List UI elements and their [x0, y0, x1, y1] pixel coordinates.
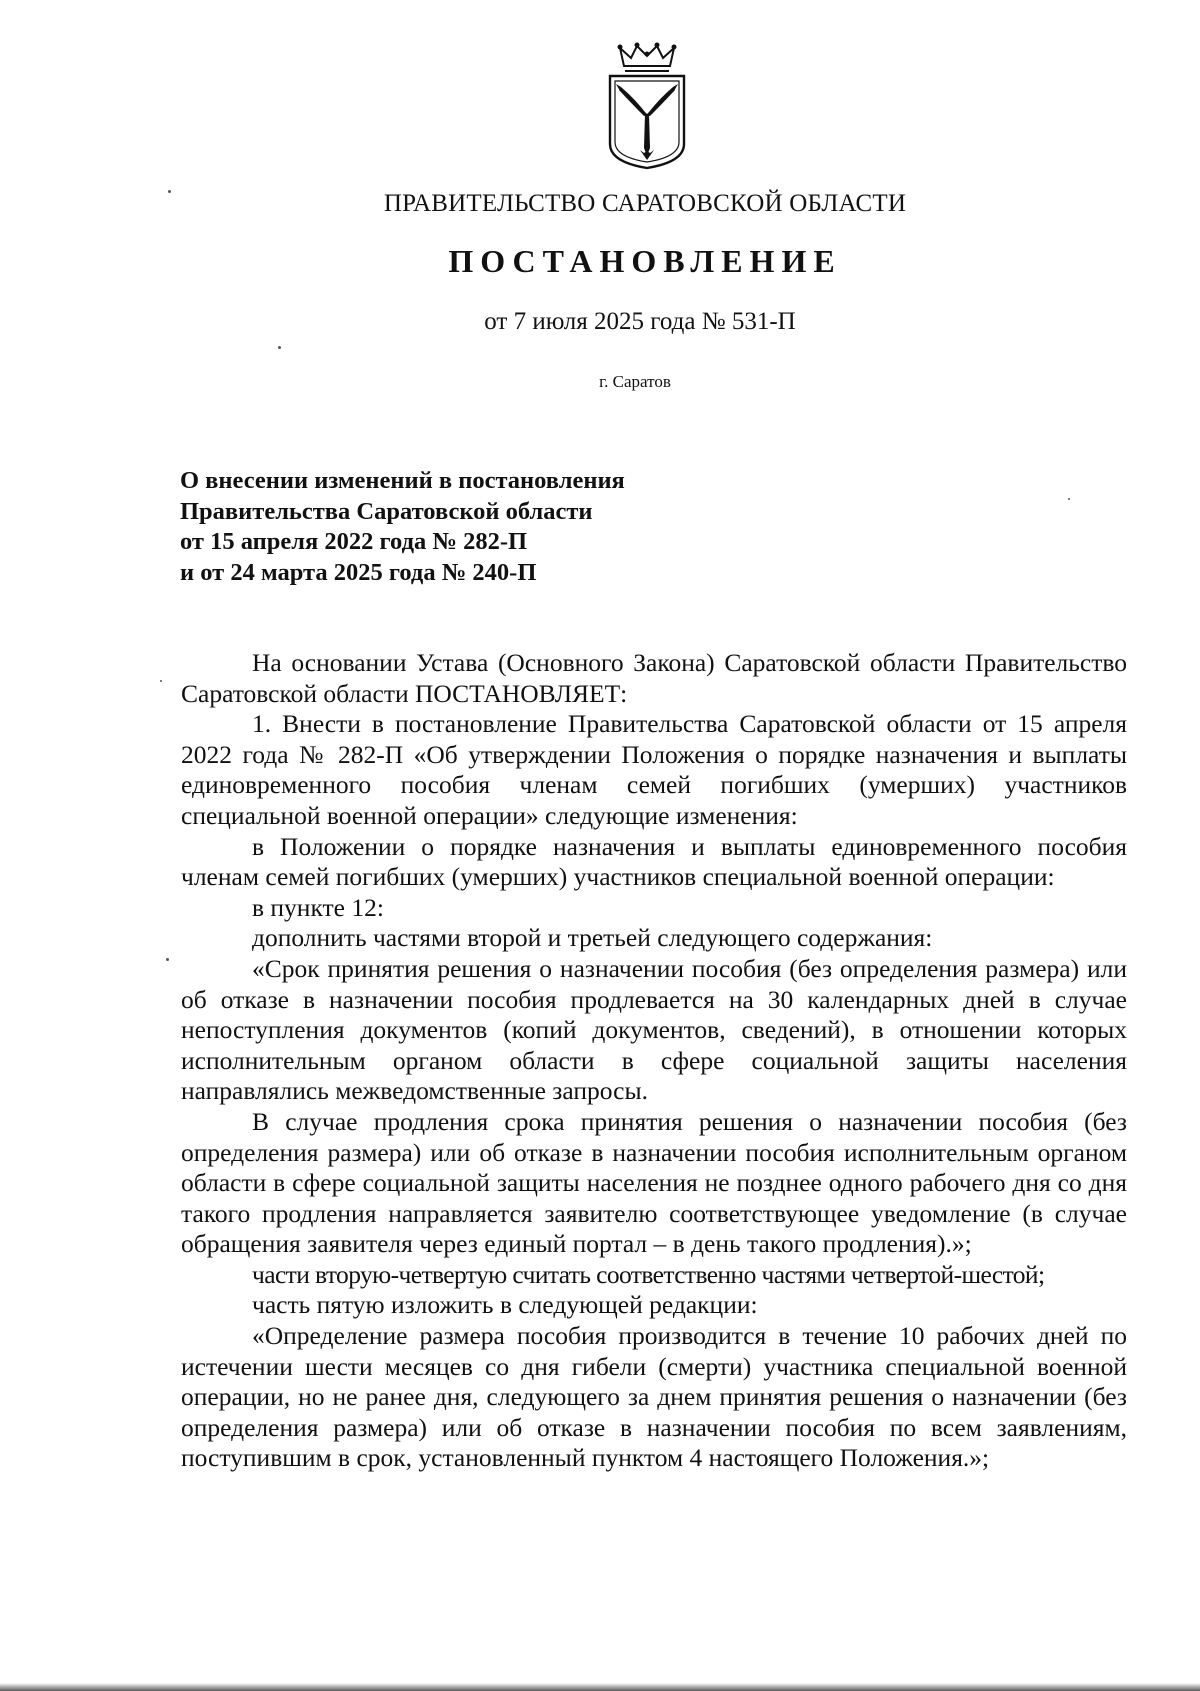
body-paragraph: в Положении о порядке назначения и выплаты единовременного пособия членам семей погибших (умерших) участников специальной военной операции:	[181, 831, 1127, 892]
scan-speck	[168, 190, 171, 193]
scan-speck	[166, 958, 169, 961]
document-type: ПОСТАНОВЛЕНИЕ	[448, 243, 842, 279]
document-city: г. Саратов	[599, 372, 671, 391]
document-date-number: от 7 июля 2025 года № 531-П	[484, 308, 796, 335]
body-paragraph: «Срок принятия решения о назначении пособия (без определения размера) или об отказе в назначении пособия продлевается на 30 календарных дней в случае непоступления документов (копий документов, сведений), в отношении которых исполнительным органом области в сфере социальной защиты населения направлялись межведомственные запросы.	[181, 953, 1127, 1106]
body-paragraph: часть пятую изложить в следующей редакции:	[252, 1290, 758, 1320]
body-paragraph: 1. Внести в постановление Правительства Саратовской области от 15 апреля 2022 года № 282-П «Об утверждении Положения о порядке назначения и выплаты единовременного пособия членам семей погибших (умерших) участников специальной военной операции» следующие изменения:	[181, 709, 1127, 830]
document-subject	[180, 466, 880, 588]
scan-speck	[160, 680, 162, 682]
subject-line: Правительства Саратовской области	[180, 497, 593, 525]
body-paragraph: На основании Устава (Основного Закона) Саратовской области Правительство Саратовской области ПОСТАНОВЛЯЕТ:	[181, 648, 1127, 708]
subject-line: О внесении изменений в постановления	[180, 467, 625, 494]
scan-edge	[0, 1683, 1200, 1691]
body-paragraph: В случае продления срока принятия решения о назначении пособия (без определения размера) или об отказе в назначении пособия исполнительным органом области в сфере социальной защиты населения не позднее одного рабочего дня со дня такого продления направляется заявителю соответствующее уведомление (в случае обращения заявителя через единый портал – в день такого продления).»;	[181, 1106, 1127, 1259]
subject-line: от 15 апреля 2022 года № 282-П	[180, 528, 528, 555]
subject-line: и от 24 марта 2025 года № 240-П	[180, 558, 537, 586]
scan-speck	[278, 346, 281, 349]
coat-of-arms-icon	[604, 42, 690, 172]
body-paragraph: дополнить частями второй и третьей следующего содержания:	[252, 923, 933, 953]
body-paragraph: в пункте 12:	[252, 892, 384, 922]
body-paragraph: части вторую-четвертую считать соответственно частями четвертой-шестой;	[252, 1259, 1045, 1289]
organization-name: ПРАВИТЕЛЬСТВО САРАТОВСКОЙ ОБЛАСТИ	[383, 190, 907, 217]
body-paragraph: «Определение размера пособия производится в течение 10 рабочих дней по истечении шести месяцев со дня гибели (смерти) участника специальной военной операции, но не ранее дня, следующего за днем принятия решения о назначении (без определения размера) или об отказе в назначении пособия по всем заявлениям, поступившим в срок, установленный пунктом 4 настоящего Положения.»;	[181, 1321, 1127, 1473]
document-body	[181, 648, 1127, 1474]
scan-speck	[1068, 498, 1070, 500]
